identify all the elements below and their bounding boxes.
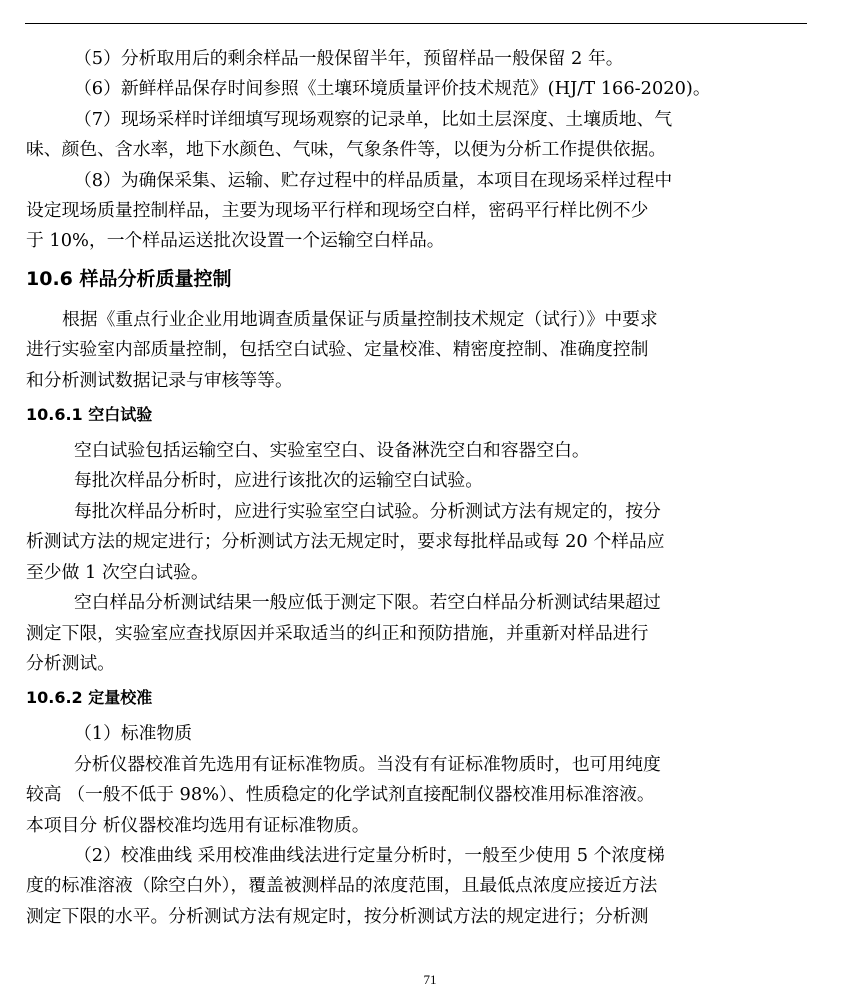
subsection-heading-10-6-1: 10.6.1 空白试验 bbox=[26, 405, 153, 425]
paragraph-line: 进行实验室内部质量控制，包括空白试验、定量校准、精密度控制、准确度控制 bbox=[26, 339, 649, 361]
paragraph-line: 空白样品分析测试结果一般应低于测定下限。若空白样品分析测试结果超过 bbox=[74, 592, 661, 614]
header-rule bbox=[25, 23, 807, 24]
paragraph-line: （7）现场采样时详细填写现场观察的记录单，比如土层深度、土壤质地、气 bbox=[74, 108, 673, 130]
paragraph-line: 设定现场质量控制样品，主要为现场平行样和现场空白样，密码平行样比例不少 bbox=[26, 200, 649, 222]
paragraph-line: 分析测试。 bbox=[26, 652, 115, 674]
paragraph-line: 度的标准溶液（除空白外），覆盖被测样品的浓度范围，且最低点浓度应接近方法 bbox=[26, 875, 658, 897]
paragraph-line: （8）为确保采集、运输、贮存过程中的样品质量，本项目在现场采样过程中 bbox=[74, 169, 673, 191]
paragraph-line: 本项目分 析仪器校准均选用有证标准物质。 bbox=[26, 814, 370, 836]
paragraph-line: 每批次样品分析时，应进行实验室空白试验。分析测试方法有规定的，按分 bbox=[74, 500, 661, 522]
paragraph-line: （1）标准物质 bbox=[74, 723, 193, 745]
paragraph-line: （5）分析取用后的剩余样品一般保留半年，预留样品一般保留 2 年。 bbox=[74, 48, 624, 69]
paragraph-line: 测定下限，实验室应查找原因并采取适当的纠正和预防措施，并重新对样品进行 bbox=[26, 622, 649, 644]
paragraph-line: 味、颜色、含水率，地下水颜色、气味，气象条件等，以便为分析工作提供依据。 bbox=[26, 139, 667, 161]
paragraph-line: 根据《重点行业企业用地调查质量保证与质量控制技术规定（试行）》中要求 bbox=[62, 308, 658, 330]
paragraph-line: 析测试方法的规定进行；分析测试方法无规定时，要求每批样品或每 20 个样品应 bbox=[26, 531, 665, 553]
paragraph-line: 至少做 1 次空白试验。 bbox=[26, 561, 209, 583]
section-heading-10-6: 10.6 样品分析质量控制 bbox=[26, 267, 232, 290]
paragraph-line: 测定下限的水平。分析测试方法有规定时，按分析测试方法的规定进行；分析测 bbox=[26, 905, 649, 927]
paragraph-line: 于 10%，一个样品运送批次设置一个运输空白样品。 bbox=[26, 230, 445, 252]
paragraph-line: 和分析测试数据记录与审核等等。 bbox=[26, 369, 293, 391]
page-number: 71 bbox=[423, 972, 437, 987]
paragraph-line: （6）新鲜样品保存时间参照《土壤环境质量评价技术规范》(HJ/T 166-2020)。 bbox=[74, 78, 711, 100]
paragraph-line: 空白试验包括运输空白、实验室空白、设备淋洗空白和容器空白。 bbox=[74, 440, 590, 462]
paragraph-line: 较高 （一般不低于 98%）、性质稳定的化学试剂直接配制仪器校准用标准溶液。 bbox=[26, 784, 655, 806]
paragraph-line: 每批次样品分析时，应进行该批次的运输空白试验。 bbox=[74, 470, 483, 492]
document-body bbox=[26, 44, 812, 932]
subsection-heading-10-6-2: 10.6.2 定量校准 bbox=[26, 688, 153, 708]
paragraph-line: （2）校准曲线 采用校准曲线法进行定量分析时，一般至少使用 5 个浓度梯 bbox=[74, 844, 665, 866]
paragraph-line: 分析仪器校准首先选用有证标准物质。当没有有证标准物质时，也可用纯度 bbox=[74, 753, 661, 775]
